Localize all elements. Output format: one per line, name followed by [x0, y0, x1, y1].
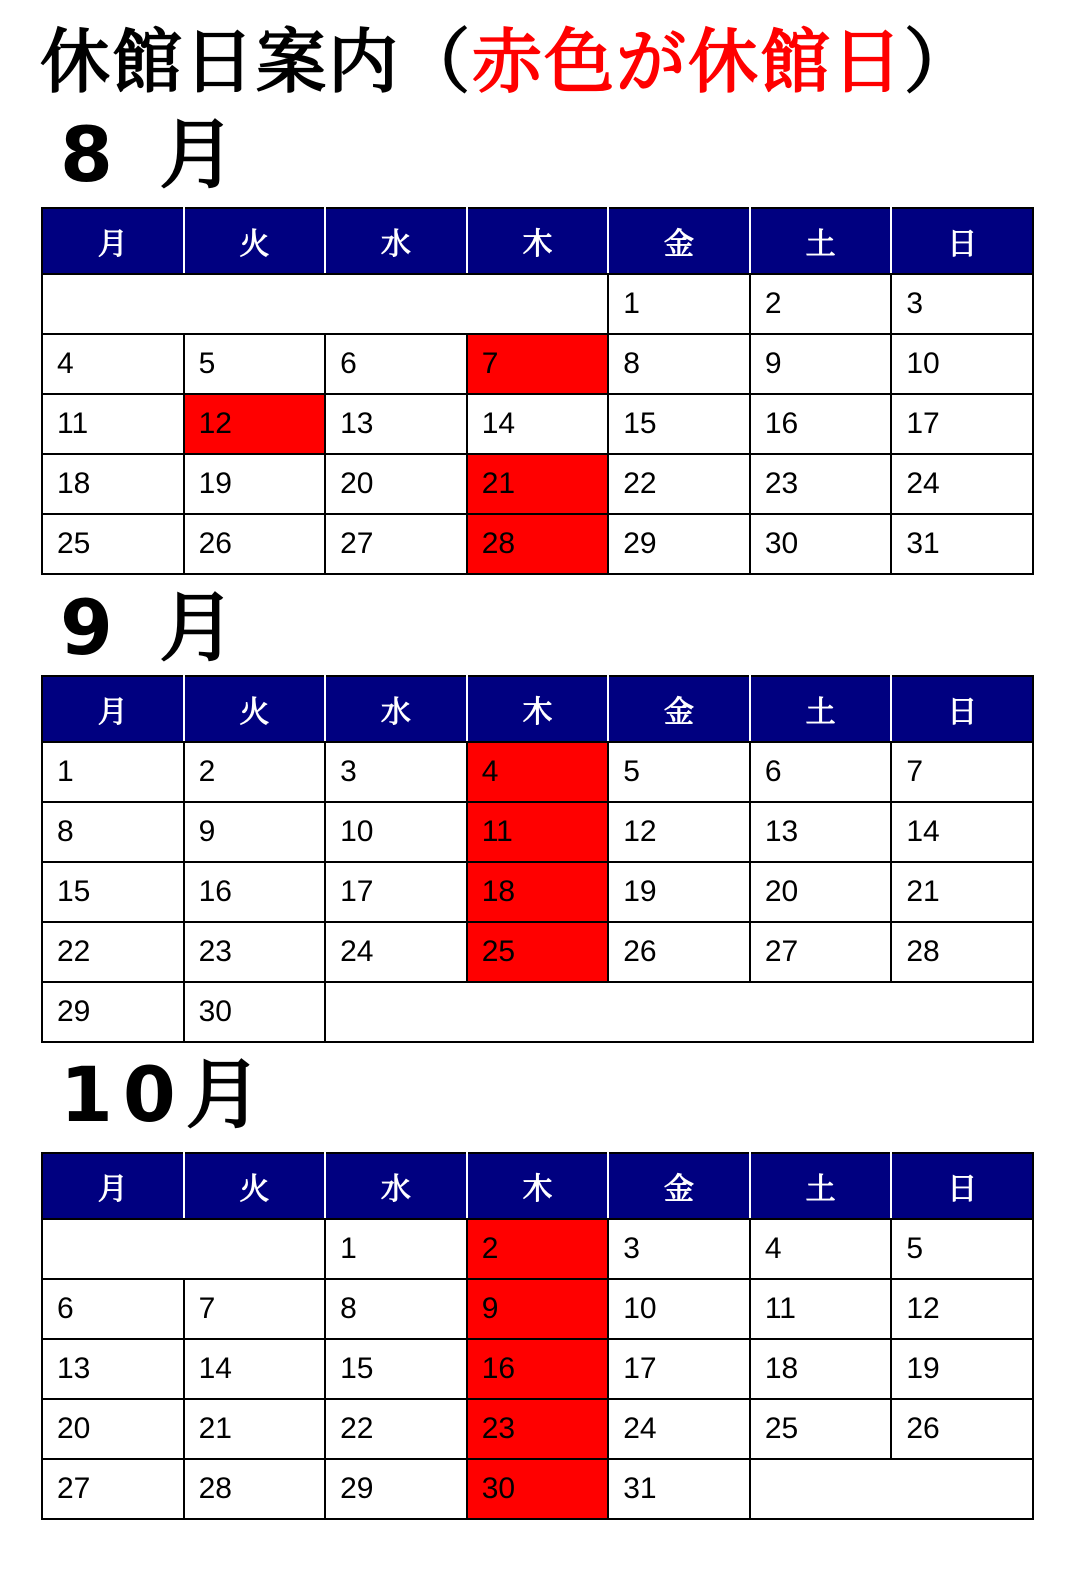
day-cell: 27 [750, 922, 892, 982]
week-row [42, 742, 1033, 802]
weekday-header: 金 [608, 208, 750, 274]
day-cell: 26 [184, 514, 326, 574]
weekday-header: 木 [467, 208, 609, 274]
day-cell: 30 [750, 514, 892, 574]
day-cell: 1 [42, 742, 184, 802]
weekday-header: 月 [42, 208, 184, 274]
day-cell: 24 [325, 922, 467, 982]
day-cell: 20 [750, 862, 892, 922]
title-main: 休館日案内（ [40, 21, 472, 103]
day-cell: 14 [184, 1339, 326, 1399]
day-cell: 3 [325, 742, 467, 802]
day-cell: 13 [750, 802, 892, 862]
week-row [42, 274, 1033, 334]
day-cell: 12 [608, 802, 750, 862]
day-cell-closed: 18 [467, 862, 609, 922]
day-cell: 28 [891, 922, 1033, 982]
day-cell: 2 [184, 742, 326, 802]
day-cell: 29 [608, 514, 750, 574]
day-cell: 8 [325, 1279, 467, 1339]
week-row [42, 922, 1033, 982]
day-cell: 9 [184, 802, 326, 862]
day-cell: 25 [750, 1399, 892, 1459]
day-cell-closed: 23 [467, 1399, 609, 1459]
day-cell: 9 [750, 334, 892, 394]
day-cell: 22 [608, 454, 750, 514]
day-cell: 31 [891, 514, 1033, 574]
day-cell: 30 [184, 982, 326, 1042]
title-end: ） [904, 21, 976, 103]
day-cell: 10 [608, 1279, 750, 1339]
day-cell: 4 [42, 334, 184, 394]
calendar-sep [41, 675, 1034, 1043]
title-red-note: 赤色が休館日 [472, 21, 904, 103]
weekday-header-row [42, 1153, 1033, 1219]
day-cell: 22 [325, 1399, 467, 1459]
day-cell: 19 [184, 454, 326, 514]
week-row [42, 1339, 1033, 1399]
day-cell: 5 [891, 1219, 1033, 1279]
weekday-header: 日 [891, 676, 1033, 742]
week-row [42, 1219, 1033, 1279]
day-cell: 13 [325, 394, 467, 454]
empty-cell [42, 274, 608, 334]
day-cell: 21 [891, 862, 1033, 922]
day-cell: 21 [184, 1399, 326, 1459]
weekday-header: 水 [325, 208, 467, 274]
day-cell: 1 [608, 274, 750, 334]
weekday-header: 日 [891, 208, 1033, 274]
week-row [42, 982, 1033, 1042]
day-cell: 3 [608, 1219, 750, 1279]
week-row [42, 1399, 1033, 1459]
day-cell: 17 [891, 394, 1033, 454]
day-cell: 13 [42, 1339, 184, 1399]
day-cell: 25 [42, 514, 184, 574]
weekday-header: 土 [750, 208, 892, 274]
weekday-header: 水 [325, 1153, 467, 1219]
day-cell-closed: 9 [467, 1279, 609, 1339]
month-label-aug: 8 月 [60, 110, 246, 199]
weekday-header: 月 [42, 676, 184, 742]
weekday-header: 木 [467, 1153, 609, 1219]
day-cell: 16 [750, 394, 892, 454]
day-cell-closed: 30 [467, 1459, 609, 1519]
weekday-header: 金 [608, 1153, 750, 1219]
day-cell-closed: 28 [467, 514, 609, 574]
day-cell: 6 [750, 742, 892, 802]
day-cell: 23 [750, 454, 892, 514]
day-cell: 15 [608, 394, 750, 454]
calendar-oct [41, 1152, 1034, 1520]
day-cell: 14 [891, 802, 1033, 862]
week-row [42, 514, 1033, 574]
day-cell: 5 [608, 742, 750, 802]
day-cell-closed: 4 [467, 742, 609, 802]
day-cell: 12 [891, 1279, 1033, 1339]
day-cell: 22 [42, 922, 184, 982]
day-cell: 3 [891, 274, 1033, 334]
day-cell: 8 [42, 802, 184, 862]
day-cell: 20 [42, 1399, 184, 1459]
week-row [42, 1459, 1033, 1519]
day-cell-closed: 7 [467, 334, 609, 394]
day-cell: 29 [42, 982, 184, 1042]
day-cell: 11 [42, 394, 184, 454]
day-cell-closed: 25 [467, 922, 609, 982]
day-cell: 4 [750, 1219, 892, 1279]
weekday-header: 火 [184, 1153, 326, 1219]
day-cell: 11 [750, 1279, 892, 1339]
day-cell: 1 [325, 1219, 467, 1279]
week-row [42, 1279, 1033, 1339]
day-cell-closed: 2 [467, 1219, 609, 1279]
weekday-header: 土 [750, 1153, 892, 1219]
day-cell: 15 [325, 1339, 467, 1399]
week-row [42, 454, 1033, 514]
day-cell: 10 [325, 802, 467, 862]
day-cell: 23 [184, 922, 326, 982]
day-cell: 19 [608, 862, 750, 922]
day-cell: 26 [608, 922, 750, 982]
day-cell: 16 [184, 862, 326, 922]
calendar-aug [41, 207, 1034, 575]
day-cell: 31 [608, 1459, 750, 1519]
day-cell: 14 [467, 394, 609, 454]
weekday-header: 土 [750, 676, 892, 742]
day-cell: 8 [608, 334, 750, 394]
empty-cell [42, 1219, 325, 1279]
day-cell: 17 [608, 1339, 750, 1399]
weekday-header: 水 [325, 676, 467, 742]
month-label-sep: 9 月 [60, 583, 246, 672]
page-title [40, 22, 976, 102]
week-row [42, 802, 1033, 862]
week-row [42, 862, 1033, 922]
day-cell-closed: 21 [467, 454, 609, 514]
day-cell: 7 [891, 742, 1033, 802]
day-cell: 18 [750, 1339, 892, 1399]
weekday-header-row [42, 208, 1033, 274]
weekday-header-row [42, 676, 1033, 742]
week-row [42, 394, 1033, 454]
week-row [42, 334, 1033, 394]
weekday-header: 火 [184, 208, 326, 274]
empty-cell [750, 1459, 1033, 1519]
weekday-header: 木 [467, 676, 609, 742]
weekday-header: 日 [891, 1153, 1033, 1219]
month-label-oct: 10月 [60, 1050, 272, 1139]
day-cell: 24 [608, 1399, 750, 1459]
day-cell: 24 [891, 454, 1033, 514]
day-cell: 28 [184, 1459, 326, 1519]
weekday-header: 火 [184, 676, 326, 742]
day-cell: 15 [42, 862, 184, 922]
weekday-header: 月 [42, 1153, 184, 1219]
day-cell: 27 [42, 1459, 184, 1519]
day-cell: 6 [325, 334, 467, 394]
day-cell-closed: 16 [467, 1339, 609, 1399]
day-cell-closed: 12 [184, 394, 326, 454]
day-cell: 2 [750, 274, 892, 334]
day-cell: 6 [42, 1279, 184, 1339]
day-cell-closed: 11 [467, 802, 609, 862]
day-cell: 5 [184, 334, 326, 394]
weekday-header: 金 [608, 676, 750, 742]
day-cell: 18 [42, 454, 184, 514]
day-cell: 20 [325, 454, 467, 514]
day-cell: 7 [184, 1279, 326, 1339]
day-cell: 27 [325, 514, 467, 574]
day-cell: 26 [891, 1399, 1033, 1459]
day-cell: 10 [891, 334, 1033, 394]
day-cell: 29 [325, 1459, 467, 1519]
day-cell: 17 [325, 862, 467, 922]
day-cell: 19 [891, 1339, 1033, 1399]
empty-cell [325, 982, 1033, 1042]
